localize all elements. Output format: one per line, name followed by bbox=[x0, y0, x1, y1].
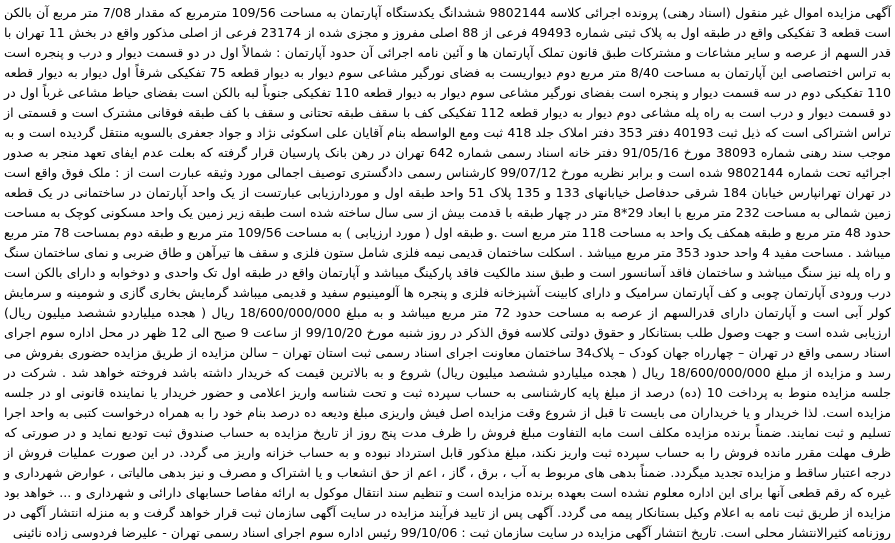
auction-notice-text: آگهی مزایده اموال غیر منقول (اسناد رهنی) پرونده اجرائی کلاسه 9802144 ششدانگ یکدستگاه آپارتمان به مساحت 109/56 مترمربع که مقدار 7/08 متر مربع آن بالکن است قطعه 3 تفکیکی واقع در طبقه اول به پلاک ثبتی شماره 49493 فرعی از 88 اصلی مفروز و مجزی شده از 23174 فرعی از اصلی مذکور واقع در بخش 11 تهران با قدر السهم از عرصه و سایر مشاعات و مشترکات طبق قانون تملک آپارتمان ها و آئین نامه اجرائی آن حدود آپارتمان : شمالاً اول در دو قسمت دیوار و درب و پنجره است به تراس اختصاصی این آپارتمان به مساحت 8/40 متر مربع دوم دیواریست به فضای نورگیر مشاعی سوم دیوار به دیوار قطعه 75 تفکیکی شرقاً اول دیوار به دیوار قطعه 110 تفکیکی دوم در سه قسمت دیوار و پنجره است بفضای نورگیر مشاعی سوم دیوار به دیوار قطعه 110 تفکیکی جنوباً لبه بالکن است بفضای حیاط مشاعی غرباً اول در دو قسمت دیوار و درب است به راه پله مشاعی دوم دیوار به دیوار قطعه 112 تفکیکی کف با سقف طبقه تحتانی و سقف با کف طبقه فوقانی مشترک است و قسمتی از تراس اشتراکی است که ذیل ثبت 40193 دفتر 353 دفتر املاک جلد 418 ثبت ومع الواسطه بنام آقایان علی اسکوئی نژاد و جواد جعفری بالسویه منتقل گردیده است و به موجب سند رهنی شماره 38093 مورخ 91/05/16 دفتر خانه اسناد رسمی شماره 642 تهران در رهن بانک پارسیان قرار گرفته که بعلت عدم ایفای تعهد منجر به صدور اجرائیه تحت شماره 9802144 شده است و برابر نظریه مورخ 99/07/12 کارشناس رسمی دادگستری توصیف اجمالی مورد وثیقه عبارت است از : ملک فوق واقع است در تهران تهرانپارس خیابان 184 شرقی حدفاصل خیابانهای 133 و 135 پلاک 51 واحد طبقه اول و موردارزیابی عبارتست از یک واحد آپارتمان در ساختمانی در یک قطعه زمین شمالی به مساحت 232 متر مربع با ابعاد 29*8 متر در چهار طبقه با قدمت بیش از سی سال ساخته شده است طبقه زیر زمین یک واحد مسکونی کوچک به مساحت حدود 48 متر مربع و طبقه همکف یک واحد به مساحت 118 متر مربع است .و طبقه اول ( مورد ارزیابی ) به مساحت 109/56 متر مربع و طبقه دوم بمساحت 78 متر مربع میباشد . مساحت مفید 4 واحد حدود 353 متر مربع میباشد . اسکلت ساختمان قدیمی نیمه فلزی شامل ستون فلزی و سقف ها تیرآهن و طاق ضربی و نمای ساختمان سنگ و راه پله نیز سنگ میباشد و ساختمان فاقد آسانسور است و طبق سند مالکیت فاقد پارکینگ میباشد و آپارتمان واقع در طبقه اول تک واحدی و دوخوابه و دارای بالکن است درب ورودی آپارتمان چوبی و کف آپارتمان سرامیک و دارای کابینت آشپزخانه فلزی و پنجره ها آلومینیوم سفید و قدیمی میباشد گرمایش بخاری گازی و شومینه و سرمایش کولر آبی است و آپارتمان دارای قدرالسهم از عرصه به مساحت حدود 72 متر مربع میباشد و به مبلغ 18/600/000/000 ریال ( هجده میلیاردو ششصد میلیون ریال) ارزیابی شده است و جهت وصول طلب بستانکار و حقوق دولتی کلاسه فوق الذکر در روز شنبه مورخ 99/10/20 از ساعت 9 صبح الی 12 ظهر در محل اداره سوم اجرای اسناد رسمی واقع در تهران – چهارراه جهان کودک – پلاک34 ساختمان معاونت اجرای اسناد رسمی ثبت استان تهران – سالن مزایده از طریق مزایده حضوری بفروش می رسد و مزایده از مبلغ 18/600/000/000 ریال ( هجده میلیاردو ششصد میلیون ریال) شروع و به بالاترین قیمت که خریدار داشته باشد فروخته خواهد شد . شرکت در جلسه مزایده منوط به پرداخت 10 (ده) درصد از مبلغ پایه کارشناسی به حساب سپرده ثبت و تحت شناسه واریز اعلامی و حضور خریدار یا نماینده قانونی او در جلسه مزایده است. لذا خریدار و یا خریداران می بایست تا قبل از شروع وقت مزایده اصل فیش واریزی مبلغ ودیعه ده درصد بنام خود را به همراه درخواست کتبی به واحد اجرا تسلیم و ثبت نمایند. ضمناً برنده مزایده مکلف است مابه التفاوت مبلغ فروش را ظرف مدت پنج روز از تاریخ مزایده به حساب صندوق ثبت تودیع نماید و در صورتی که ظرف مهلت مقرر مانده فروش را به حساب سپرده ثبت واریز نکند، مبلغ مذکور قابل استرداد نبوده و به حساب خزانه واریز می گردد. در این صورت عملیات فروش از درجه اعتبار ساقط و مزایده تجدید میگردد. ضمناً بدهی های مربوط به آب ، برق ، گاز ، اعم از حق انشعاب و یا اشتراک و مصرف و نیز بدهی مالیاتی ، عوارض شهرداری و غیره که رقم قطعی آنها برای این اداره معلوم نشده است بعهده برنده مزایده است و تنظیم سند انتقال موکول به ارائه مفاصا حسابهای دارائی و شهرداری و ... خواهد بود مزایده از طریق ثبت نامه به اعلام وکیل بستانکار پیمه می گردد. آگهی پس از تایید فرآیند مزایده در سایت آگهی سازمان ثبت قرار خواهد گرفت و به منزله انتشار آگهی در روزنامه کثیرالانتشار محلی است. تاریخ انتشار آگهی مزایده در سایت سازمان ثبت : 99/10/06 رئیس اداره سوم اجرای اسناد رسمی تهران - علیرضا فردوسی زاده نائینی bbox=[4, 5, 892, 540]
